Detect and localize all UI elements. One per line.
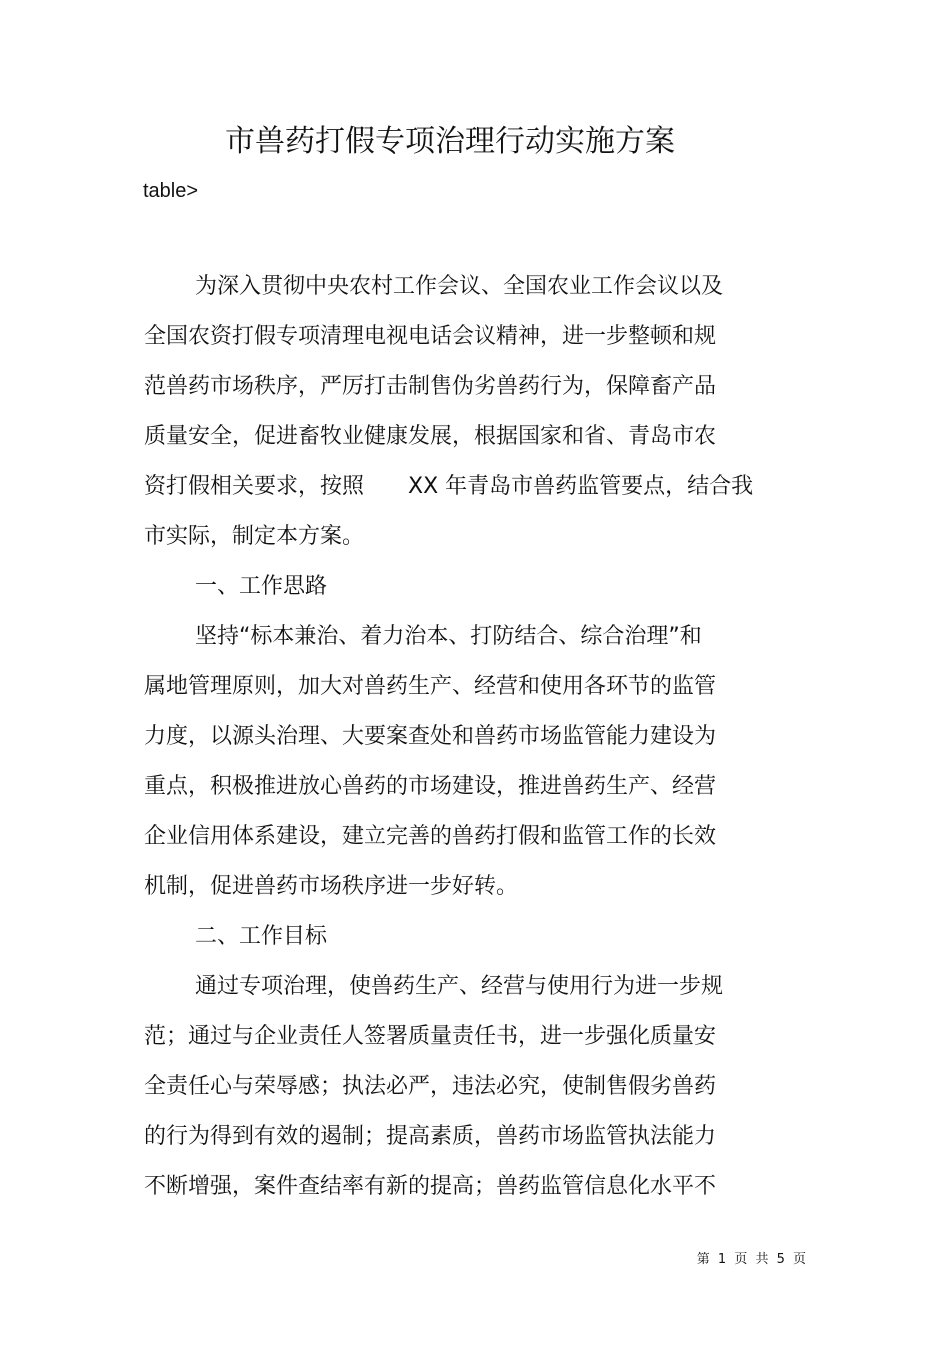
body-line-14: 范；通过与企业责任人签署质量责任书，进一步强化质量安 [144,1024,717,1049]
stray-markup-text: table> [143,180,199,202]
body-line-8: 属地管理原则，加大对兽药生产、经营和使用各环节的监管 [144,674,717,699]
body-line-2: 全国农资打假专项清理电视电话会议精神，进一步整顿和规 [144,324,717,349]
body-line-15: 全责任心与荣辱感；执法必严，违法必究，使制售假劣兽药 [144,1074,717,1099]
document-title: 市兽药打假专项治理行动实施方案 [225,124,675,159]
body-line-3: 范兽药市场秩序，严厉打击制售伪劣兽药行为，保障畜产品 [144,374,717,399]
section-heading-1: 一、工作思路 [195,574,328,599]
body-line-1: 为深入贯彻中央农村工作会议、全国农业工作会议以及 [195,274,724,299]
body-line-11: 企业信用体系建设，建立完善的兽药打假和监管工作的长效 [144,824,717,849]
body-line-17: 不断增强，案件查结率有新的提高；兽药监管信息化水平不 [144,1174,717,1199]
body-line-10: 重点，积极推进放心兽药的市场建设，推进兽药生产、经营 [144,774,717,799]
body-line-4: 质量安全，促进畜牧业健康发展，根据国家和省、青岛市农 [144,424,717,449]
section-heading-2: 二、工作目标 [195,924,328,949]
body-line-13: 通过专项治理，使兽药生产、经营与使用行为进一步规 [195,974,724,999]
body-line-5: 资打假相关要求，按照 XX 年青岛市兽药监管要点，结合我 [144,474,754,499]
body-line-7: 坚持“标本兼治、着力治本、打防结合、综合治理”和 [195,624,702,649]
page-number-footer: 第 1 页 共 5 页 [696,1252,806,1267]
body-line-6: 市实际，制定本方案。 [144,524,365,549]
body-line-12: 机制，促进兽药市场秩序进一步好转。 [144,874,519,899]
body-line-9: 力度，以源头治理、大要案查处和兽药市场监管能力建设为 [144,724,717,749]
body-line-16: 的行为得到有效的遏制；提高素质，兽药市场监管执法能力 [144,1124,717,1149]
